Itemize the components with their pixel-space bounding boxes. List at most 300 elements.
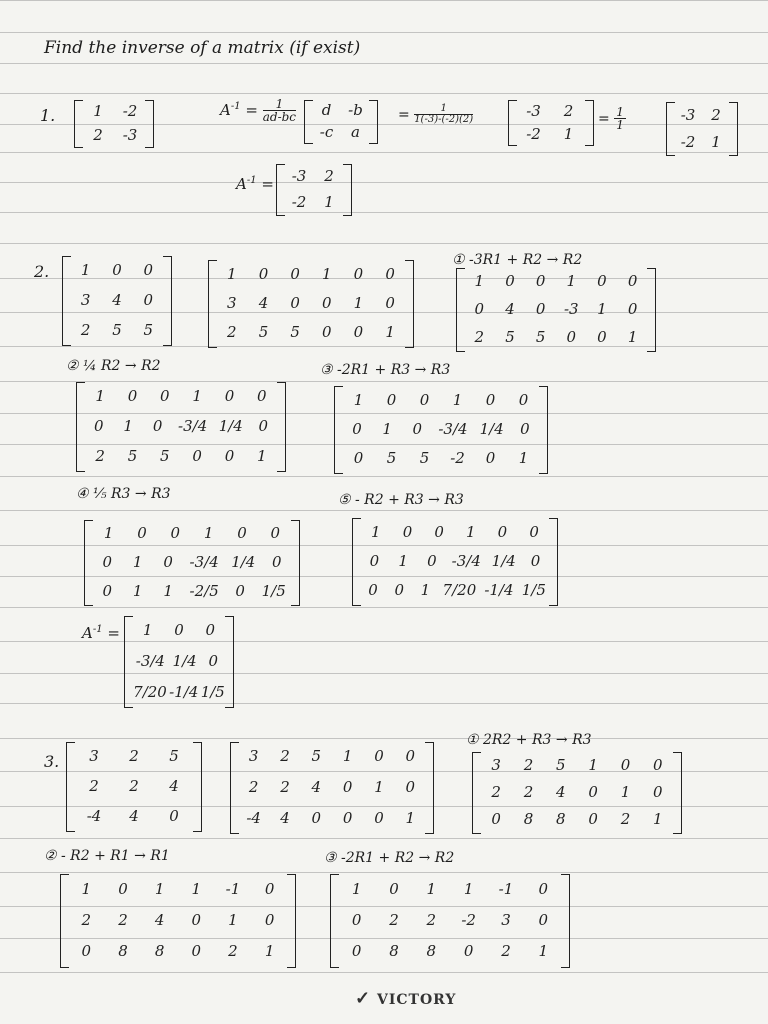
matrix-cell: -2 [450,449,465,468]
matrix-cell: 5 [535,328,546,346]
p1-matrix [74,100,154,148]
matrix-row [76,387,286,405]
matrix-cell: 0 [127,387,138,405]
matrix-cell: 0 [597,272,607,290]
p2-step3-label: ③ -2R1 + R3 → R3 [320,362,451,378]
matrix-cell: 0 [394,581,404,600]
matrix-cell: 1 [324,193,334,211]
ruled-line [0,32,768,33]
matrix-cell: 0 [505,272,515,290]
matrix-cell: 0 [385,294,395,312]
matrix-cell: 0 [264,879,275,898]
p2-matrix [62,256,172,346]
matrix-cell: 0 [405,747,416,766]
matrix-cell: 0 [385,264,395,283]
matrix-row [76,447,286,465]
matrix-cell: 2 [523,783,534,801]
ruled-line [0,607,768,608]
matrix-cell: 1 [203,524,214,543]
p1-step-matrix [508,100,594,146]
matrix-cell: 1 [466,522,476,541]
p2-step5-matrix [352,518,558,606]
matrix-cell: 2 [248,778,259,796]
matrix-row [84,524,300,542]
matrix-cell: -4 [246,808,261,827]
matrix-cell: 0 [93,417,104,435]
matrix-cell: 0 [485,449,496,468]
matrix-cell: 1 [192,387,202,405]
matrix-row [124,683,234,701]
p2-step4-matrix [84,520,300,606]
matrix-cell: 5 [127,447,138,465]
matrix-cell: 0 [152,417,163,435]
matrix-cell: 1 [518,449,529,468]
victory-logo [355,988,456,1009]
matrix-row [334,391,548,409]
matrix-cell: 0 [402,522,413,541]
matrix-row [666,133,738,151]
matrix-cell: 0 [491,810,501,829]
matrix-cell: 1 [382,420,392,438]
matrix-cell: -3/4 [438,420,468,438]
matrix-cell: 3 [491,755,501,774]
matrix-cell: 0 [112,261,122,279]
matrix-cell: -3 [563,300,579,318]
matrix-cell: 0 [143,291,154,309]
matrix-cell: -2 [122,102,138,120]
matrix-row [352,581,558,599]
matrix-cell: 0 [169,807,179,825]
matrix-cell: 1 [353,390,364,409]
matrix-row [62,291,172,309]
matrix-cell: 1 [93,102,103,120]
matrix-cell: 2 [280,778,290,796]
matrix-cell: 0 [627,272,638,290]
matrix-cell: 5 [258,323,269,342]
matrix-cell: 5 [160,447,170,465]
matrix-cell: 5 [386,449,397,468]
matrix-cell: d [321,101,332,119]
matrix-cell: 8 [426,942,437,961]
matrix-cell: 0 [535,272,546,290]
matrix-cell: 0 [258,264,269,283]
matrix-cell: 1 [103,524,114,543]
matrix-cell: 1 [163,581,173,600]
matrix-cell: 1 [566,272,577,290]
matrix-cell: 3 [227,294,237,312]
matrix-cell: 0 [270,524,281,543]
matrix-cell: 0 [434,522,444,541]
matrix-cell: 1 [132,553,143,571]
matrix-cell: 0 [170,524,181,543]
matrix-cell: 1 [426,879,437,898]
matrix-cell: 1 [653,810,663,829]
matrix-cell: 0 [353,323,364,342]
matrix-cell: 1 [257,447,267,465]
matrix-cell: -2/5 [189,581,219,600]
matrix-cell: 0 [620,755,631,774]
matrix-row [304,101,378,119]
matrix-row [62,261,172,279]
matrix-cell: 0 [389,879,399,898]
matrix-cell: -4 [86,807,102,825]
matrix-cell: -3 [291,167,307,185]
matrix-cell: 0 [369,552,380,570]
matrix-row [456,328,656,346]
matrix-cell: 1 [385,323,395,342]
matrix-row [84,582,300,600]
matrix-cell: 3 [248,747,259,766]
matrix-cell: 5 [290,323,300,342]
matrix-cell: 2 [89,777,99,795]
matrix-cell: 0 [427,552,437,570]
matrix-cell: 4 [112,291,122,309]
matrix-cell: 0 [311,808,322,827]
p3-step1-label: ① 2R2 + R3 → R3 [466,732,592,748]
matrix-cell: 0 [530,552,541,570]
matrix-cell: 1 [597,300,607,318]
matrix-cell: 2 [118,911,128,929]
matrix-cell: 0 [192,447,202,465]
matrix-row [208,323,414,341]
matrix-cell: 2 [280,747,290,766]
matrix-cell: -1/4 [484,581,514,600]
matrix-row [208,294,414,312]
matrix-cell: 4 [169,777,179,795]
matrix-cell: 0 [143,261,154,279]
matrix-cell: 1 [398,552,408,570]
page-title: Find the inverse of a matrix (if exist) [44,38,361,58]
problem-1-number: 1. [40,106,56,125]
matrix-cell: 1 [351,879,362,898]
matrix-cell: -3 [526,101,541,120]
matrix-row [84,553,300,571]
matrix-cell: 5 [556,755,566,774]
matrix-cell: 1/4 [218,417,243,435]
p1-result-matrix [276,164,352,216]
matrix-cell: 0 [163,553,173,571]
matrix-cell: 4 [154,911,165,929]
ruled-line [0,872,768,873]
matrix-cell: 0 [237,524,247,543]
matrix-row [304,123,378,141]
matrix-cell: 0 [351,942,362,961]
matrix-row [508,102,594,120]
matrix-cell: 1/5 [521,581,546,600]
matrix-row [352,552,558,570]
matrix-cell: 1 [353,294,364,312]
matrix-row [472,756,682,774]
matrix-cell: 1 [228,911,238,929]
ruled-line [0,510,768,511]
matrix-row [456,272,656,290]
matrix-cell: 0 [518,390,529,409]
matrix-cell: 0 [588,783,598,801]
matrix-cell: 0 [290,294,300,312]
p3-step2-matrix [60,874,296,968]
matrix-cell: 0 [235,581,245,600]
ruled-line [0,63,768,64]
matrix-cell: 7/20 [133,682,167,701]
matrix-cell: 0 [463,942,474,961]
matrix-cell: 2 [324,167,334,185]
matrix-cell: 1/4 [491,552,516,570]
matrix-cell: 1 [123,417,133,435]
matrix-cell: 2 [474,328,485,346]
matrix-row [666,106,738,124]
matrix-row [74,102,154,120]
matrix-row [230,778,434,796]
matrix-cell: 0 [342,778,353,796]
ruled-line [0,182,768,183]
ruled-line [0,838,768,839]
matrix-cell: 0 [208,652,218,670]
matrix-cell: 2 [95,447,105,465]
p2-step5-label: ⑤ - R2 + R3 → R3 [338,492,464,508]
problem-3-number: 3. [44,752,60,771]
matrix-cell: 0 [191,911,202,929]
matrix-cell: 3 [80,291,91,309]
matrix-cell: 1 [95,387,105,405]
matrix-cell: 1 [154,879,165,898]
p1-adjugate [304,100,378,144]
matrix-cell: 1/4 [172,652,197,670]
matrix-cell: 0 [538,879,549,898]
matrix-cell: -1 [225,879,241,898]
matrix-cell: 0 [342,808,353,827]
p2-step1-label: ① -3R1 + R2 → R2 [452,252,583,268]
matrix-cell: 2 [81,911,92,929]
matrix-cell: 3 [89,747,99,765]
matrix-cell: 0 [322,323,332,342]
matrix-cell: -3/4 [135,652,165,670]
p3-step1-matrix [472,752,682,834]
matrix-cell: 1 [620,783,631,801]
matrix-cell: 1/4 [231,553,256,571]
matrix-row [124,652,234,670]
matrix-cell: 0 [258,417,269,435]
matrix-row [60,880,296,898]
p2-step4-label: ④ ⅕ R3 → R3 [76,486,171,502]
matrix-cell: 0 [224,447,235,465]
matrix-cell: 3 [501,911,511,929]
matrix-cell: 0 [257,387,267,405]
matrix-cell: 1 [80,261,91,279]
ruled-line [0,0,768,1]
matrix-cell: a [351,123,360,141]
matrix-cell: 1 [81,879,92,898]
p3-augmented [230,742,434,834]
matrix-cell: 0 [264,911,275,929]
matrix-row [208,265,414,283]
matrix-cell: 5 [505,328,515,346]
matrix-cell: 0 [352,420,362,438]
matrix-cell: -3/4 [189,553,219,571]
matrix-cell: 4 [311,778,322,796]
p1-final-matrix [666,102,738,156]
ruled-line [0,703,768,704]
ruled-line [0,152,768,153]
matrix-cell: 1/5 [200,682,225,701]
matrix-cell: 0 [588,810,598,829]
matrix-cell: 8 [154,942,165,961]
matrix-row [330,880,570,898]
matrix-cell: -2 [680,132,696,151]
matrix-cell: 0 [535,300,546,318]
p2-inverse-label: $A^{-1}$ = [82,624,120,642]
matrix-cell: 0 [224,387,235,405]
matrix-cell: 1 [463,879,474,898]
matrix-cell: 0 [271,553,282,571]
footer-brand: VICTORY [376,992,457,1008]
matrix-cell: 0 [137,524,147,543]
matrix-cell: 1 [191,879,202,898]
p2-augmented [208,260,414,348]
matrix-row [66,777,202,795]
matrix-cell: 2 [491,783,501,801]
matrix-cell: 2 [563,101,574,120]
matrix-cell: 0 [102,581,112,600]
matrix-cell: -3/4 [178,417,208,435]
matrix-cell: 0 [405,778,416,796]
matrix-cell: 0 [653,755,663,774]
matrix-cell: 1 [227,264,237,283]
matrix-cell: -1/4 [169,682,199,701]
matrix-cell: 1 [420,581,431,600]
matrix-cell: 2 [426,911,437,929]
matrix-cell: 2 [129,747,139,765]
matrix-cell: 2 [620,810,631,829]
matrix-row [74,126,154,144]
matrix-cell: 2 [389,911,399,929]
matrix-cell: 0 [566,328,577,346]
p2-inverse-matrix [124,616,234,708]
matrix-cell: -3/4 [451,552,481,570]
matrix-cell: 4 [280,808,290,827]
matrix-cell: 4 [258,294,269,312]
matrix-row [330,911,570,929]
ruled-line [0,673,768,674]
matrix-cell: -2 [291,193,307,211]
matrix-cell: 2 [501,942,511,961]
matrix-cell: 4 [129,807,139,825]
matrix-cell: 8 [523,810,534,829]
matrix-cell: 1 [142,621,153,640]
matrix-cell: 2 [93,126,103,144]
ruled-line [0,972,768,973]
ruled-line [0,212,768,213]
p1-step: = $\frac{1}{1(-3)-(-2)(2)}$ [398,103,474,125]
matrix-cell: 0 [538,911,549,929]
matrix-row [230,809,434,827]
matrix-cell: 2 [129,777,139,795]
matrix-cell: -3 [680,105,696,124]
matrix-cell: 1/5 [261,581,286,600]
v-logo-icon: ✓ [355,988,372,1009]
matrix-cell: -b [348,101,363,119]
matrix-cell: 0 [322,294,332,312]
p1-step3: = $\frac{1}{1}$ [598,105,624,132]
matrix-cell: 0 [497,522,508,541]
matrix-cell: 0 [419,390,430,409]
matrix-cell: 0 [627,300,638,318]
matrix-cell: 0 [529,522,539,541]
p2-step1-matrix [456,268,656,352]
p2-step2-matrix [76,382,286,472]
p3-step3-matrix [330,874,570,968]
matrix-row [472,783,682,801]
matrix-row [62,321,172,339]
matrix-cell: 1 [588,755,598,774]
matrix-row [334,420,548,438]
matrix-cell: 1 [371,522,381,541]
ruled-line [0,93,768,94]
matrix-cell: 8 [556,810,566,829]
matrix-cell: 7/20 [442,581,477,600]
matrix-cell: 8 [118,942,128,961]
matrix-cell: 0 [118,879,128,898]
matrix-row [276,193,352,211]
matrix-cell: 2 [228,942,238,961]
matrix-row [472,810,682,828]
p3-matrix [66,742,202,832]
matrix-cell: 0 [368,581,378,600]
matrix-cell: 0 [374,747,384,766]
matrix-row [334,449,548,467]
problem-2-number: 2. [34,262,50,281]
p2-step3-matrix [334,386,548,474]
matrix-row [352,523,558,541]
matrix-cell: -2 [526,124,541,143]
matrix-row [508,125,594,143]
matrix-cell: 1 [264,942,275,961]
p1-result-label: $A^{-1}$ = [236,175,274,193]
matrix-cell: 5 [143,321,154,339]
matrix-row [276,167,352,185]
matrix-cell: 1 [322,264,332,283]
matrix-cell: 0 [386,390,397,409]
matrix-cell: 0 [353,449,364,468]
matrix-cell: 1 [374,778,384,796]
matrix-cell: 1 [342,747,353,766]
matrix-cell: 0 [374,808,384,827]
matrix-cell: 0 [174,621,184,640]
matrix-row [60,911,296,929]
matrix-cell: 0 [351,911,362,929]
p3-step3-label: ③ -2R1 + R2 → R2 [324,850,455,866]
matrix-cell: 0 [290,264,300,283]
matrix-cell: 8 [389,942,399,961]
matrix-cell: 0 [205,621,216,640]
matrix-cell: -c [319,123,334,141]
matrix-cell: 1 [405,808,416,827]
matrix-cell: -3 [122,126,138,144]
matrix-cell: 0 [485,390,496,409]
matrix-row [456,300,656,318]
p1-formula: $A^{-1}$ = $\frac{1}{ad-bc}$ [220,97,297,124]
matrix-cell: 1 [474,272,485,290]
ruled-line [0,738,768,739]
matrix-cell: 0 [102,553,112,571]
matrix-cell: 1/4 [479,420,504,438]
matrix-cell: 2 [80,321,91,339]
matrix-cell: 0 [597,328,607,346]
ruled-line [0,243,768,244]
matrix-cell: 5 [419,449,430,468]
matrix-cell: 0 [353,264,364,283]
matrix-cell: 0 [520,420,530,438]
matrix-cell: 2 [227,323,237,342]
